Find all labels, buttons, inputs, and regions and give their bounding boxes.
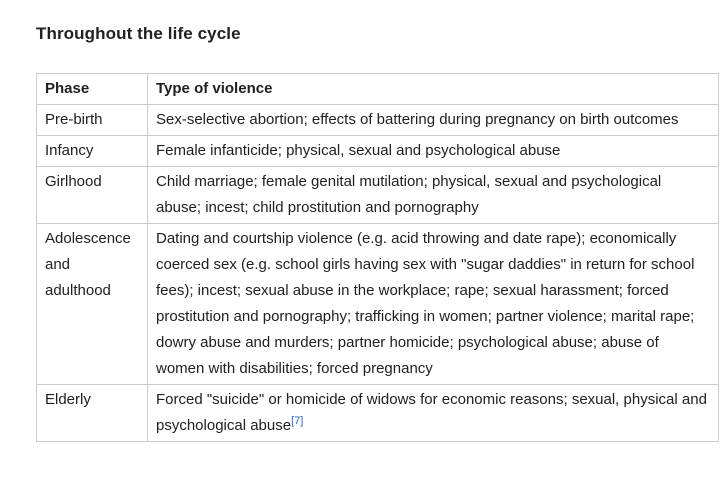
- phase-cell: Girlhood: [37, 167, 148, 224]
- citation-ref-7: [291, 415, 303, 427]
- violence-cell: [148, 385, 719, 442]
- table-row: [37, 385, 719, 442]
- phase-cell: Elderly: [37, 385, 148, 442]
- table-row: [37, 167, 719, 224]
- table-row: [37, 136, 719, 167]
- page-title: Throughout the life cycle: [36, 24, 241, 43]
- violence-text: Dating and courtship violence (e.g. acid throwing and date rape); economically coerced sex (e.g. school girls having sex with "sugar daddies" in return for school fees); incest; sexual abuse in the workplace; rape; sexual harassment; forced prostitution and pornography; trafficking in women; partner violence; marital rape; dowry abuse and murders; partner homicide; psychological abuse; abuse of women with disabilities; forced pregnancy: [156, 230, 695, 377]
- violence-text: Forced "suicide" or homicide of widows for economic reasons; sexual, physical and psychological abuse: [156, 391, 707, 434]
- table-row: [37, 224, 719, 385]
- violence-cell: [148, 105, 719, 136]
- phase-cell: Adolescence and adulthood: [37, 224, 148, 385]
- lifecycle-table: [36, 73, 719, 442]
- phase-cell: Infancy: [37, 136, 148, 167]
- column-header-phase: Phase: [37, 74, 148, 105]
- table-header-row: [37, 74, 719, 105]
- phase-cell: Pre-birth: [37, 105, 148, 136]
- violence-cell: [148, 167, 719, 224]
- violence-text: Child marriage; female genital mutilation; physical, sexual and psychological abuse; incest; child prostitution and pornography: [156, 173, 662, 216]
- column-header-type-of-violence: Type of violence: [148, 74, 719, 105]
- violence-cell: [148, 224, 719, 385]
- violence-cell: [148, 136, 719, 167]
- table-row: [37, 105, 719, 136]
- citation-link-7[interactable]: [7]: [291, 415, 304, 427]
- violence-text: Sex-selective abortion; effects of battering during pregnancy on birth outcomes: [156, 111, 679, 128]
- violence-text: Female infanticide; physical, sexual and psychological abuse: [156, 142, 561, 159]
